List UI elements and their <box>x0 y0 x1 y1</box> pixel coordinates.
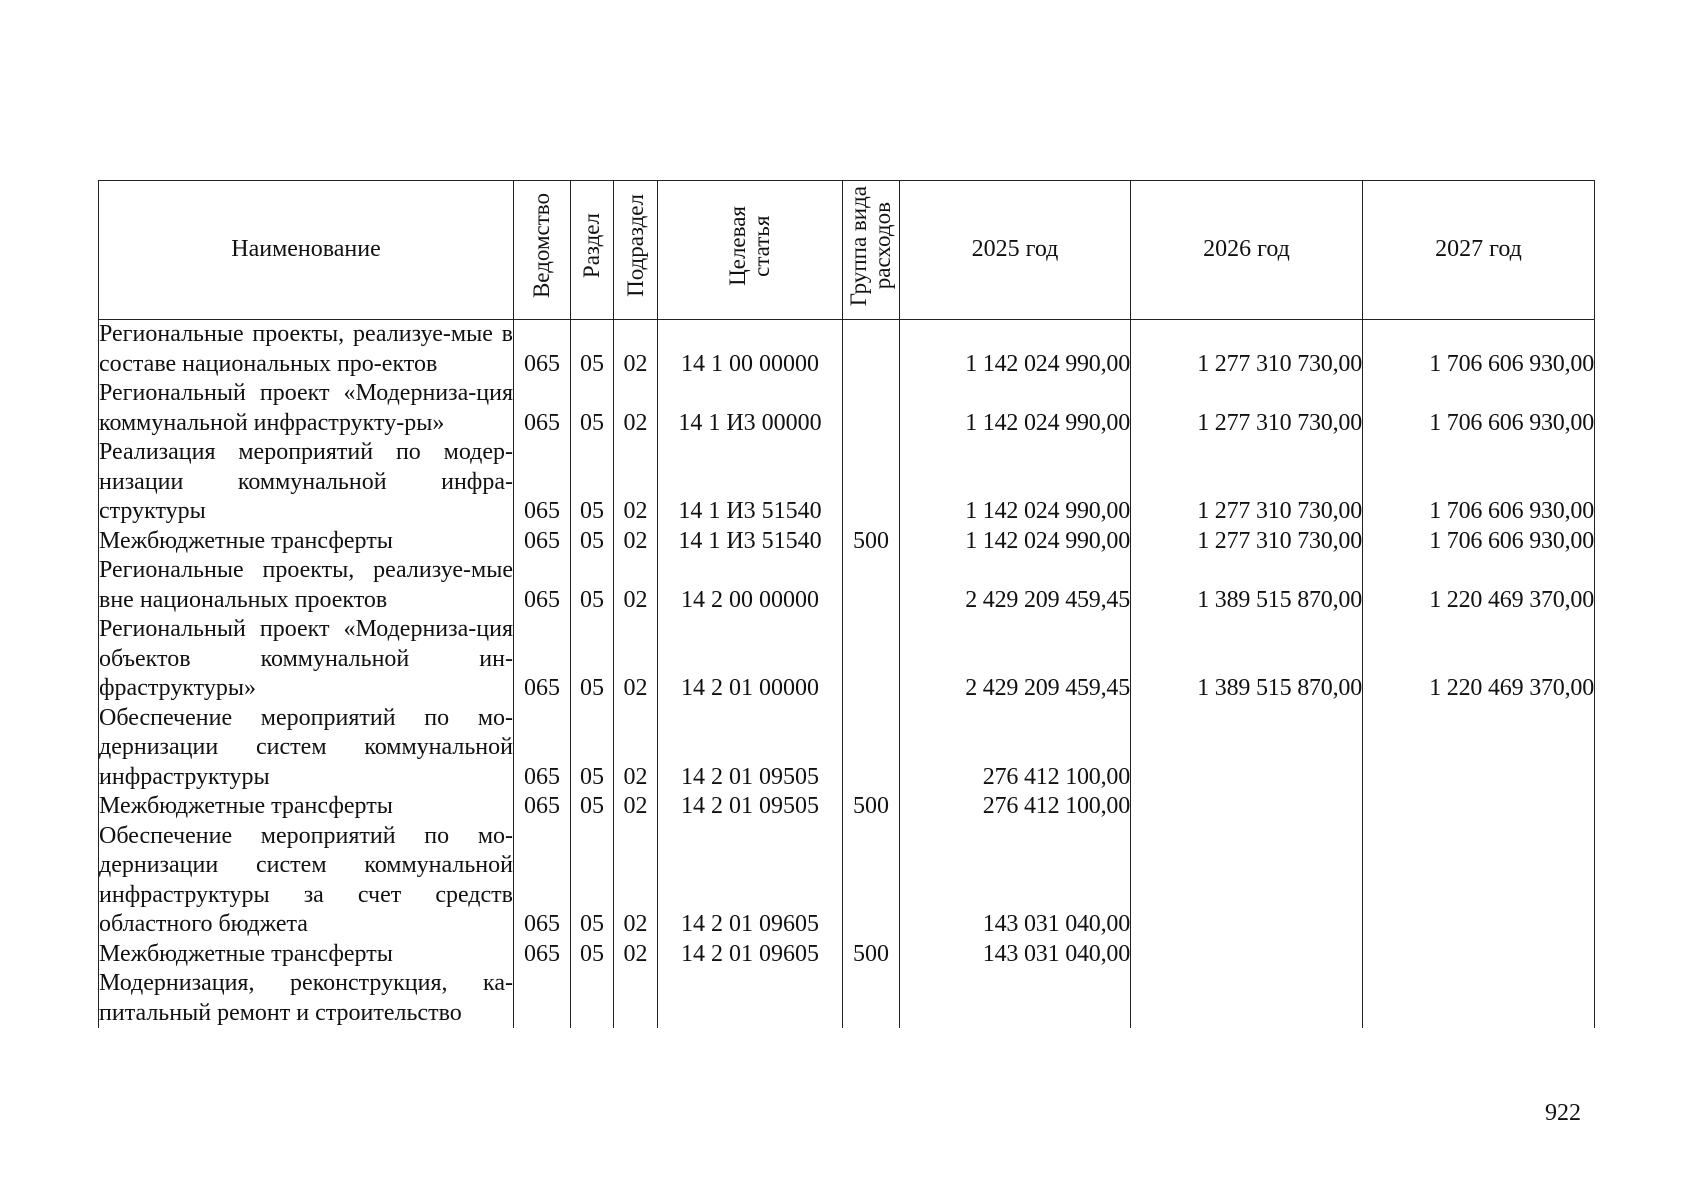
row-2027 <box>1363 704 1595 793</box>
header-dept-label: Ведомство <box>529 193 554 299</box>
row-2027: 1 706 606 930,00 <box>1363 438 1595 527</box>
row-2026 <box>1131 822 1363 940</box>
row-group: 500 <box>843 527 900 557</box>
row-dept: 065 <box>514 792 571 822</box>
row-2025: 143 031 040,00 <box>900 822 1131 940</box>
row-2026: 1 277 310 730,00 <box>1131 379 1363 438</box>
row-subsection <box>614 969 658 1028</box>
row-2026: 1 277 310 730,00 <box>1131 438 1363 527</box>
row-group: 500 <box>843 792 900 822</box>
row-group <box>843 556 900 615</box>
row-section: 05 <box>571 615 614 704</box>
row-dept: 065 <box>514 822 571 940</box>
row-subsection: 02 <box>614 615 658 704</box>
row-2026 <box>1131 940 1363 970</box>
row-2025: 276 412 100,00 <box>900 704 1131 793</box>
header-group <box>843 181 900 320</box>
table-row <box>99 379 1595 438</box>
row-2026: 1 277 310 730,00 <box>1131 320 1363 380</box>
row-subsection: 02 <box>614 704 658 793</box>
row-name: Реализация мероприятий по модер-низации коммунальной инфра-структуры <box>99 438 514 527</box>
row-subsection: 02 <box>614 792 658 822</box>
row-target: 14 2 00 00000 <box>658 556 843 615</box>
header-dept <box>514 181 571 320</box>
row-section: 05 <box>571 792 614 822</box>
header-group-line1: Группа вида <box>846 185 871 306</box>
budget-table <box>98 180 1595 1028</box>
row-target: 14 1 00 00000 <box>658 320 843 380</box>
header-2025 <box>900 181 1131 320</box>
table-row <box>99 438 1595 527</box>
header-target-line1: Целевая <box>725 205 750 286</box>
row-dept: 065 <box>514 320 571 380</box>
row-target: 14 2 01 09605 <box>658 940 843 970</box>
row-dept: 065 <box>514 615 571 704</box>
table-row <box>99 704 1595 793</box>
row-section: 05 <box>571 438 614 527</box>
row-group <box>843 704 900 793</box>
row-subsection: 02 <box>614 822 658 940</box>
header-target-line2: статья <box>749 215 774 277</box>
row-target: 14 2 01 09505 <box>658 704 843 793</box>
table-row <box>99 527 1595 557</box>
table-row <box>99 940 1595 970</box>
row-2025: 1 142 024 990,00 <box>900 527 1131 557</box>
row-dept: 065 <box>514 940 571 970</box>
row-group <box>843 615 900 704</box>
header-2027 <box>1363 181 1595 320</box>
header-2026 <box>1131 181 1363 320</box>
row-2026 <box>1131 792 1363 822</box>
row-name: Обеспечение мероприятий по мо-дернизации систем коммунальной инфраструктуры за счет средств областного бюджета <box>99 822 514 940</box>
row-2025: 143 031 040,00 <box>900 940 1131 970</box>
row-2027: 1 706 606 930,00 <box>1363 379 1595 438</box>
row-target: 14 1 И3 00000 <box>658 379 843 438</box>
header-target-label <box>726 206 774 286</box>
page-number: 922 <box>1545 1100 1581 1126</box>
row-section: 05 <box>571 704 614 793</box>
row-target: 14 1 И3 51540 <box>658 527 843 557</box>
row-2025: 1 142 024 990,00 <box>900 379 1131 438</box>
row-section <box>571 969 614 1028</box>
row-subsection: 02 <box>614 940 658 970</box>
row-dept: 065 <box>514 556 571 615</box>
table-row <box>99 320 1595 380</box>
row-subsection: 02 <box>614 527 658 557</box>
row-name: Межбюджетные трансферты <box>99 940 514 970</box>
row-section: 05 <box>571 940 614 970</box>
row-dept: 065 <box>514 438 571 527</box>
row-section: 05 <box>571 556 614 615</box>
row-subsection: 02 <box>614 556 658 615</box>
row-2026: 1 277 310 730,00 <box>1131 527 1363 557</box>
header-section-label: Раздел <box>579 213 604 279</box>
header-section <box>571 181 614 320</box>
row-2027 <box>1363 969 1595 1028</box>
row-group <box>843 438 900 527</box>
row-2027: 1 706 606 930,00 <box>1363 527 1595 557</box>
row-name: Региональный проект «Модерниза-ция коммунальной инфраструкту-ры» <box>99 379 514 438</box>
table-row <box>99 556 1595 615</box>
row-2026: 1 389 515 870,00 <box>1131 556 1363 615</box>
header-name-label: Наименование <box>231 236 381 263</box>
row-dept: 065 <box>514 379 571 438</box>
row-group <box>843 379 900 438</box>
table-row <box>99 822 1595 940</box>
header-2025-label: 2025 год <box>971 236 1059 263</box>
header-2026-label: 2026 год <box>1203 236 1290 263</box>
row-group <box>843 822 900 940</box>
table-row <box>99 969 1595 1028</box>
row-group <box>843 320 900 380</box>
header-name <box>99 181 514 320</box>
row-group <box>843 969 900 1028</box>
header-subsection <box>614 181 658 320</box>
header-group-line2: расходов <box>870 202 895 290</box>
table-row <box>99 792 1595 822</box>
row-2027: 1 706 606 930,00 <box>1363 320 1595 380</box>
row-2027: 1 220 469 370,00 <box>1363 615 1595 704</box>
table-header-row <box>99 181 1595 320</box>
header-2027-label: 2027 год <box>1435 236 1522 263</box>
row-target: 14 2 01 09605 <box>658 822 843 940</box>
budget-page <box>98 180 1594 1028</box>
header-subsection-label: Подраздел <box>622 194 648 298</box>
row-name: Межбюджетные трансферты <box>99 792 514 822</box>
row-name: Модернизация, реконструкция, ка-питальный ремонт и строительство <box>99 969 514 1028</box>
row-name: Региональные проекты, реализуе-мые вне национальных проектов <box>99 556 514 615</box>
row-section: 05 <box>571 320 614 380</box>
row-name: Обеспечение мероприятий по мо-дернизации систем коммунальной инфраструктуры <box>99 704 514 793</box>
row-2025: 2 429 209 459,45 <box>900 556 1131 615</box>
row-2026: 1 389 515 870,00 <box>1131 615 1363 704</box>
row-target: 14 2 01 00000 <box>658 615 843 704</box>
row-section: 05 <box>571 527 614 557</box>
row-2025: 276 412 100,00 <box>900 792 1131 822</box>
header-group-label <box>847 186 895 306</box>
row-2025: 2 429 209 459,45 <box>900 615 1131 704</box>
row-dept: 065 <box>514 527 571 557</box>
row-subsection: 02 <box>614 379 658 438</box>
row-dept <box>514 969 571 1028</box>
row-target: 14 2 01 09505 <box>658 792 843 822</box>
table-row <box>99 615 1595 704</box>
row-group: 500 <box>843 940 900 970</box>
row-name: Региональный проект «Модерниза-ция объектов коммунальной ин-фраструктуры» <box>99 615 514 704</box>
row-2026 <box>1131 704 1363 793</box>
row-2025: 1 142 024 990,00 <box>900 320 1131 380</box>
row-name: Региональные проекты, реализуе-мые в составе национальных про-ектов <box>99 320 514 380</box>
row-target: 14 1 И3 51540 <box>658 438 843 527</box>
row-2027: 1 220 469 370,00 <box>1363 556 1595 615</box>
row-2027 <box>1363 822 1595 940</box>
row-section: 05 <box>571 379 614 438</box>
row-dept: 065 <box>514 704 571 793</box>
row-subsection: 02 <box>614 438 658 527</box>
row-2025 <box>900 969 1131 1028</box>
row-section: 05 <box>571 822 614 940</box>
row-target <box>658 969 843 1028</box>
row-2026 <box>1131 969 1363 1028</box>
row-2027 <box>1363 792 1595 822</box>
header-target <box>658 181 843 320</box>
row-subsection: 02 <box>614 320 658 380</box>
row-2027 <box>1363 940 1595 970</box>
row-2025: 1 142 024 990,00 <box>900 438 1131 527</box>
row-name: Межбюджетные трансферты <box>99 527 514 557</box>
